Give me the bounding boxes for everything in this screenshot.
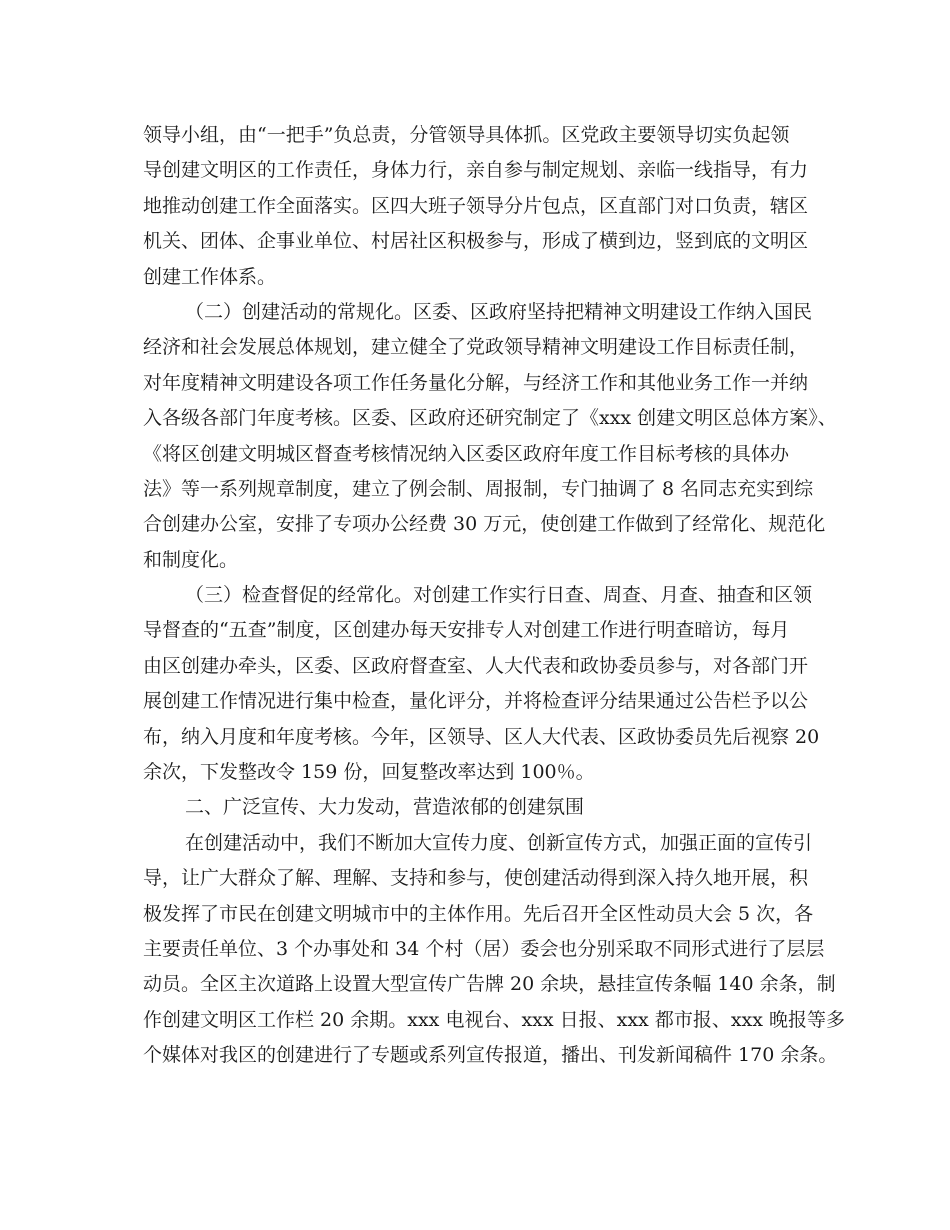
- text-line: 作创建文明区工作栏 20 余期。xxx 电视台、xxx 日报、xxx 都市报、xxx 晚报等多: [143, 1008, 845, 1031]
- paragraph-start-line: 在创建活动中，我们不断加大宣传力度、创新宣传方式，加强正面的宣传引: [185, 831, 813, 854]
- text-line: 法》等一系列规章制度，建立了例会制、周报制，专门抽调了 8 名同志充实到综: [143, 477, 814, 500]
- text-line: 极发挥了市民在创建文明城市中的主体作用。先后召开全区性动员大会 5 次，各: [143, 902, 814, 925]
- text-line: 主要责任单位、3 个办事处和 34 个村（居）委会也分别采取不同形式进行了层层: [143, 937, 825, 960]
- text-line: 余次，下发整改令 159 份，回复整改率达到 100％。: [143, 761, 595, 784]
- text-line: 入各级各部门年度考核。区委、区政府还研究制定了《xxx 创建文明区总体方案》、: [143, 407, 837, 430]
- text-line: 领导小组，由“一把手”负总责，分管领导具体抓。区党政主要领导切实负起领: [143, 124, 790, 146]
- text-line: 机关、团体、企事业单位、村居社区积极参与，形成了横到边，竖到底的文明区: [143, 230, 809, 253]
- text-line: 导创建文明区的工作责任，身体力行，亲自参与制定规划、亲临一线指导，有力: [143, 159, 809, 182]
- text-line: 动员。全区主次道路上设置大型宣传广告牌 20 余块，悬挂宣传条幅 140 余条，制: [143, 973, 836, 996]
- document-body: [143, 118, 845, 1074]
- text-line: 经济和社会发展总体规划，建立健全了党政领导精神文明建设工作目标责任制，: [143, 336, 809, 359]
- text-line: 合创建办公室，安排了专项办公经费 30 万元，使创建工作做到了经常化、规范化: [143, 513, 826, 536]
- text-line: 布，纳入月度和年度考核。今年，区领导、区人大代表、区政协委员先后视察 20: [143, 725, 820, 748]
- section-heading: 二、广泛宣传、大力发动，营造浓郁的创建氛围: [185, 796, 585, 819]
- text-line: 个媒体对我区的创建进行了专题或系列宣传报道，播出、刊发新闻稿件 170 余条。: [143, 1044, 838, 1067]
- text-line: 导，让广大群众了解、理解、支持和参与，使创建活动得到深入持久地开展，积: [143, 867, 809, 890]
- paragraph-start-line: （三）检查督促的经常化。对创建工作实行日查、周查、月查、抽查和区领: [185, 584, 813, 607]
- text-line: 和制度化。: [143, 548, 239, 571]
- text-line: 创建工作体系。: [143, 265, 277, 288]
- text-line: 对年度精神文明建设各项工作任务量化分解，与经济工作和其他业务工作一并纳: [143, 371, 809, 394]
- paragraph-start-line: （二）创建活动的常规化。区委、区政府坚持把精神文明建设工作纳入国民: [185, 300, 813, 323]
- text-line: 导督查的“五查”制度，区创建办每天安排专人对创建工作进行明查暗访，每月: [143, 619, 790, 642]
- text-line: 《将区创建文明城区督查考核情况纳入区委区政府年度工作目标考核的具体办: [143, 442, 790, 465]
- text-line: 地推动创建工作全面落实。区四大班子领导分片包点，区直部门对口负责，辖区: [143, 194, 809, 217]
- text-line: 展创建工作情况进行集中检查，量化评分，并将检查评分结果通过公告栏予以公: [143, 690, 809, 713]
- text-line: 由区创建办牵头，区委、区政府督查室、人大代表和政协委员参与，对各部门开: [143, 654, 809, 677]
